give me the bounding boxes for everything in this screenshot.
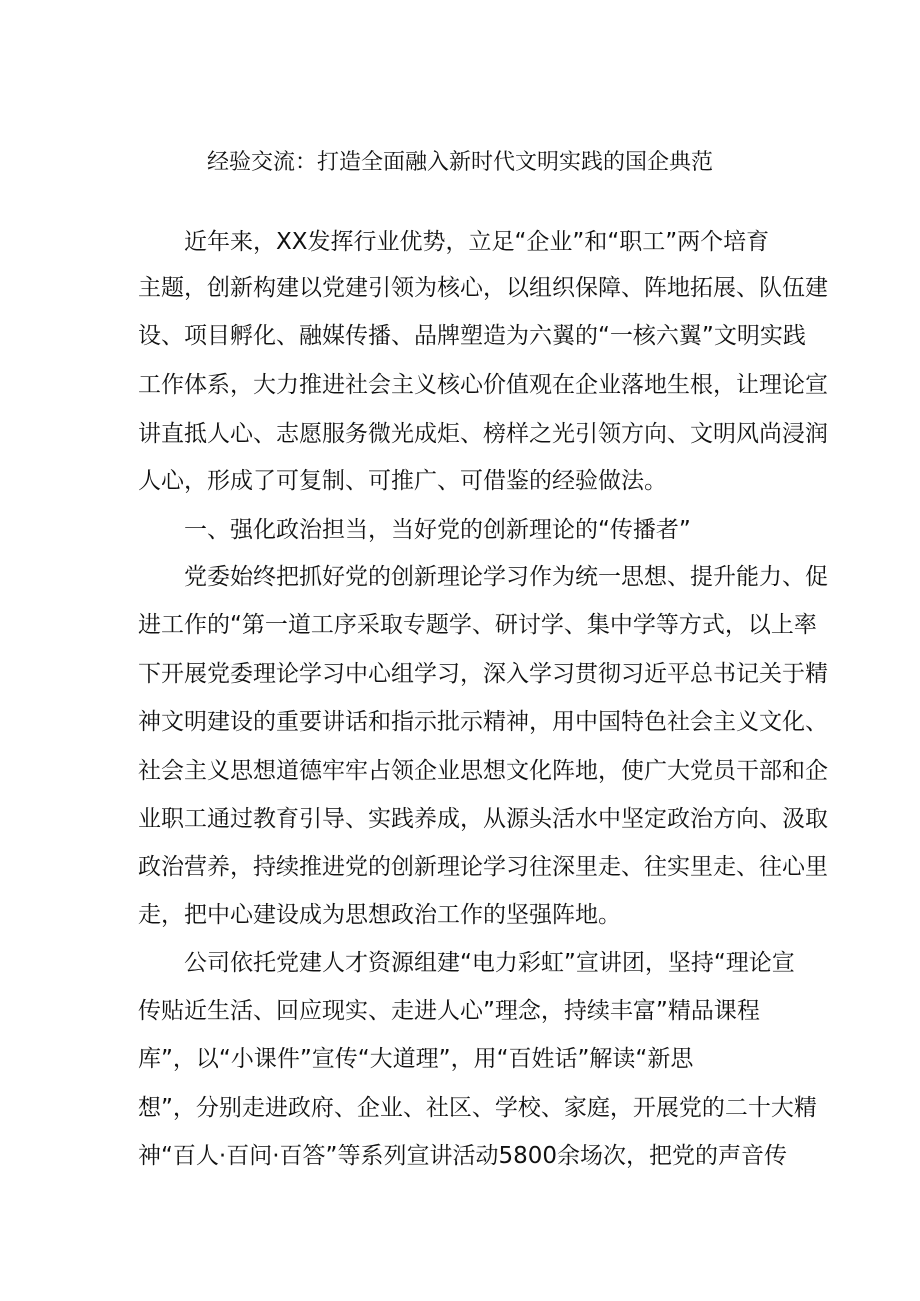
paragraph-line: 下开展党委理论学习中心组学习，深入学习贯彻习近平总书记关于精 <box>138 661 828 687</box>
paragraph-line: 工作体系，大力推进社会主义核心价值观在企业落地生根，让理论宣 <box>138 372 828 398</box>
paragraph-line: 神“百人·百问·百答”等系列宣讲活动5800余场次，把党的声音传 <box>138 1143 787 1169</box>
paragraph-line: 神文明建设的重要讲话和指示批示精神，用中国特色社会主义文化、 <box>138 709 828 735</box>
paragraph-line: 党委始终把抓好党的创新理论学习作为统一思想、提升能力、促 <box>184 564 828 590</box>
paragraph-line: 走，把中心建设成为思想政治工作的坚强阵地。 <box>138 902 621 928</box>
paragraph-line: 业职工通过教育引导、实践养成，从源头活水中坚定政治方向、汲取 <box>138 806 828 832</box>
paragraph-line: 传贴近生活、回应现实、走进人心”理念，持续丰富”精品课程 <box>138 998 760 1024</box>
paragraph-line: 近年来，XX发挥行业优势，立足“企业”和“职工”两个培育 <box>184 229 770 255</box>
paragraph-line: 社会主义思想道德牢牢占领企业思想文化阵地，使广大党员干部和企 <box>138 758 828 784</box>
section-heading: 一、强化政治担当，当好党的创新理论的“传播者” <box>184 517 691 543</box>
document-title: 经验交流：打造全面融入新时代文明实践的国企典范 <box>206 150 713 175</box>
paragraph-line: 进工作的“第一道工序采取专题学、研讨学、集中学等方式，以上率 <box>138 612 817 638</box>
paragraph-line: 想”，分别走进政府、企业、社区、学校、家庭，开展党的二十大精 <box>138 1095 817 1121</box>
paragraph-line: 公司依托党建人才资源组建“电力彩虹”宣讲团，坚持“理论宣 <box>184 950 795 976</box>
paragraph-line: 设、项目孵化、融媒传播、品牌塑造为六翼的“一核六翼”文明实践 <box>138 323 806 349</box>
paragraph-line: 主题，创新构建以党建引领为核心，以组织保障、阵地拓展、队伍建 <box>138 275 828 301</box>
paragraph-line: 政治营养，持续推进党的创新理论学习往深里走、往实里走、往心里 <box>138 854 828 880</box>
paragraph-line: 库”，以“小课件”宣传“大道理”，用“百姓话”解读“新思 <box>138 1046 694 1072</box>
paragraph-line: 人心，形成了可复制、可推广、可借鉴的经验做法。 <box>138 468 667 494</box>
paragraph-line: 讲直抵人心、志愿服务微光成炬、榜样之光引领方向、文明风尚浸润 <box>138 421 828 447</box>
